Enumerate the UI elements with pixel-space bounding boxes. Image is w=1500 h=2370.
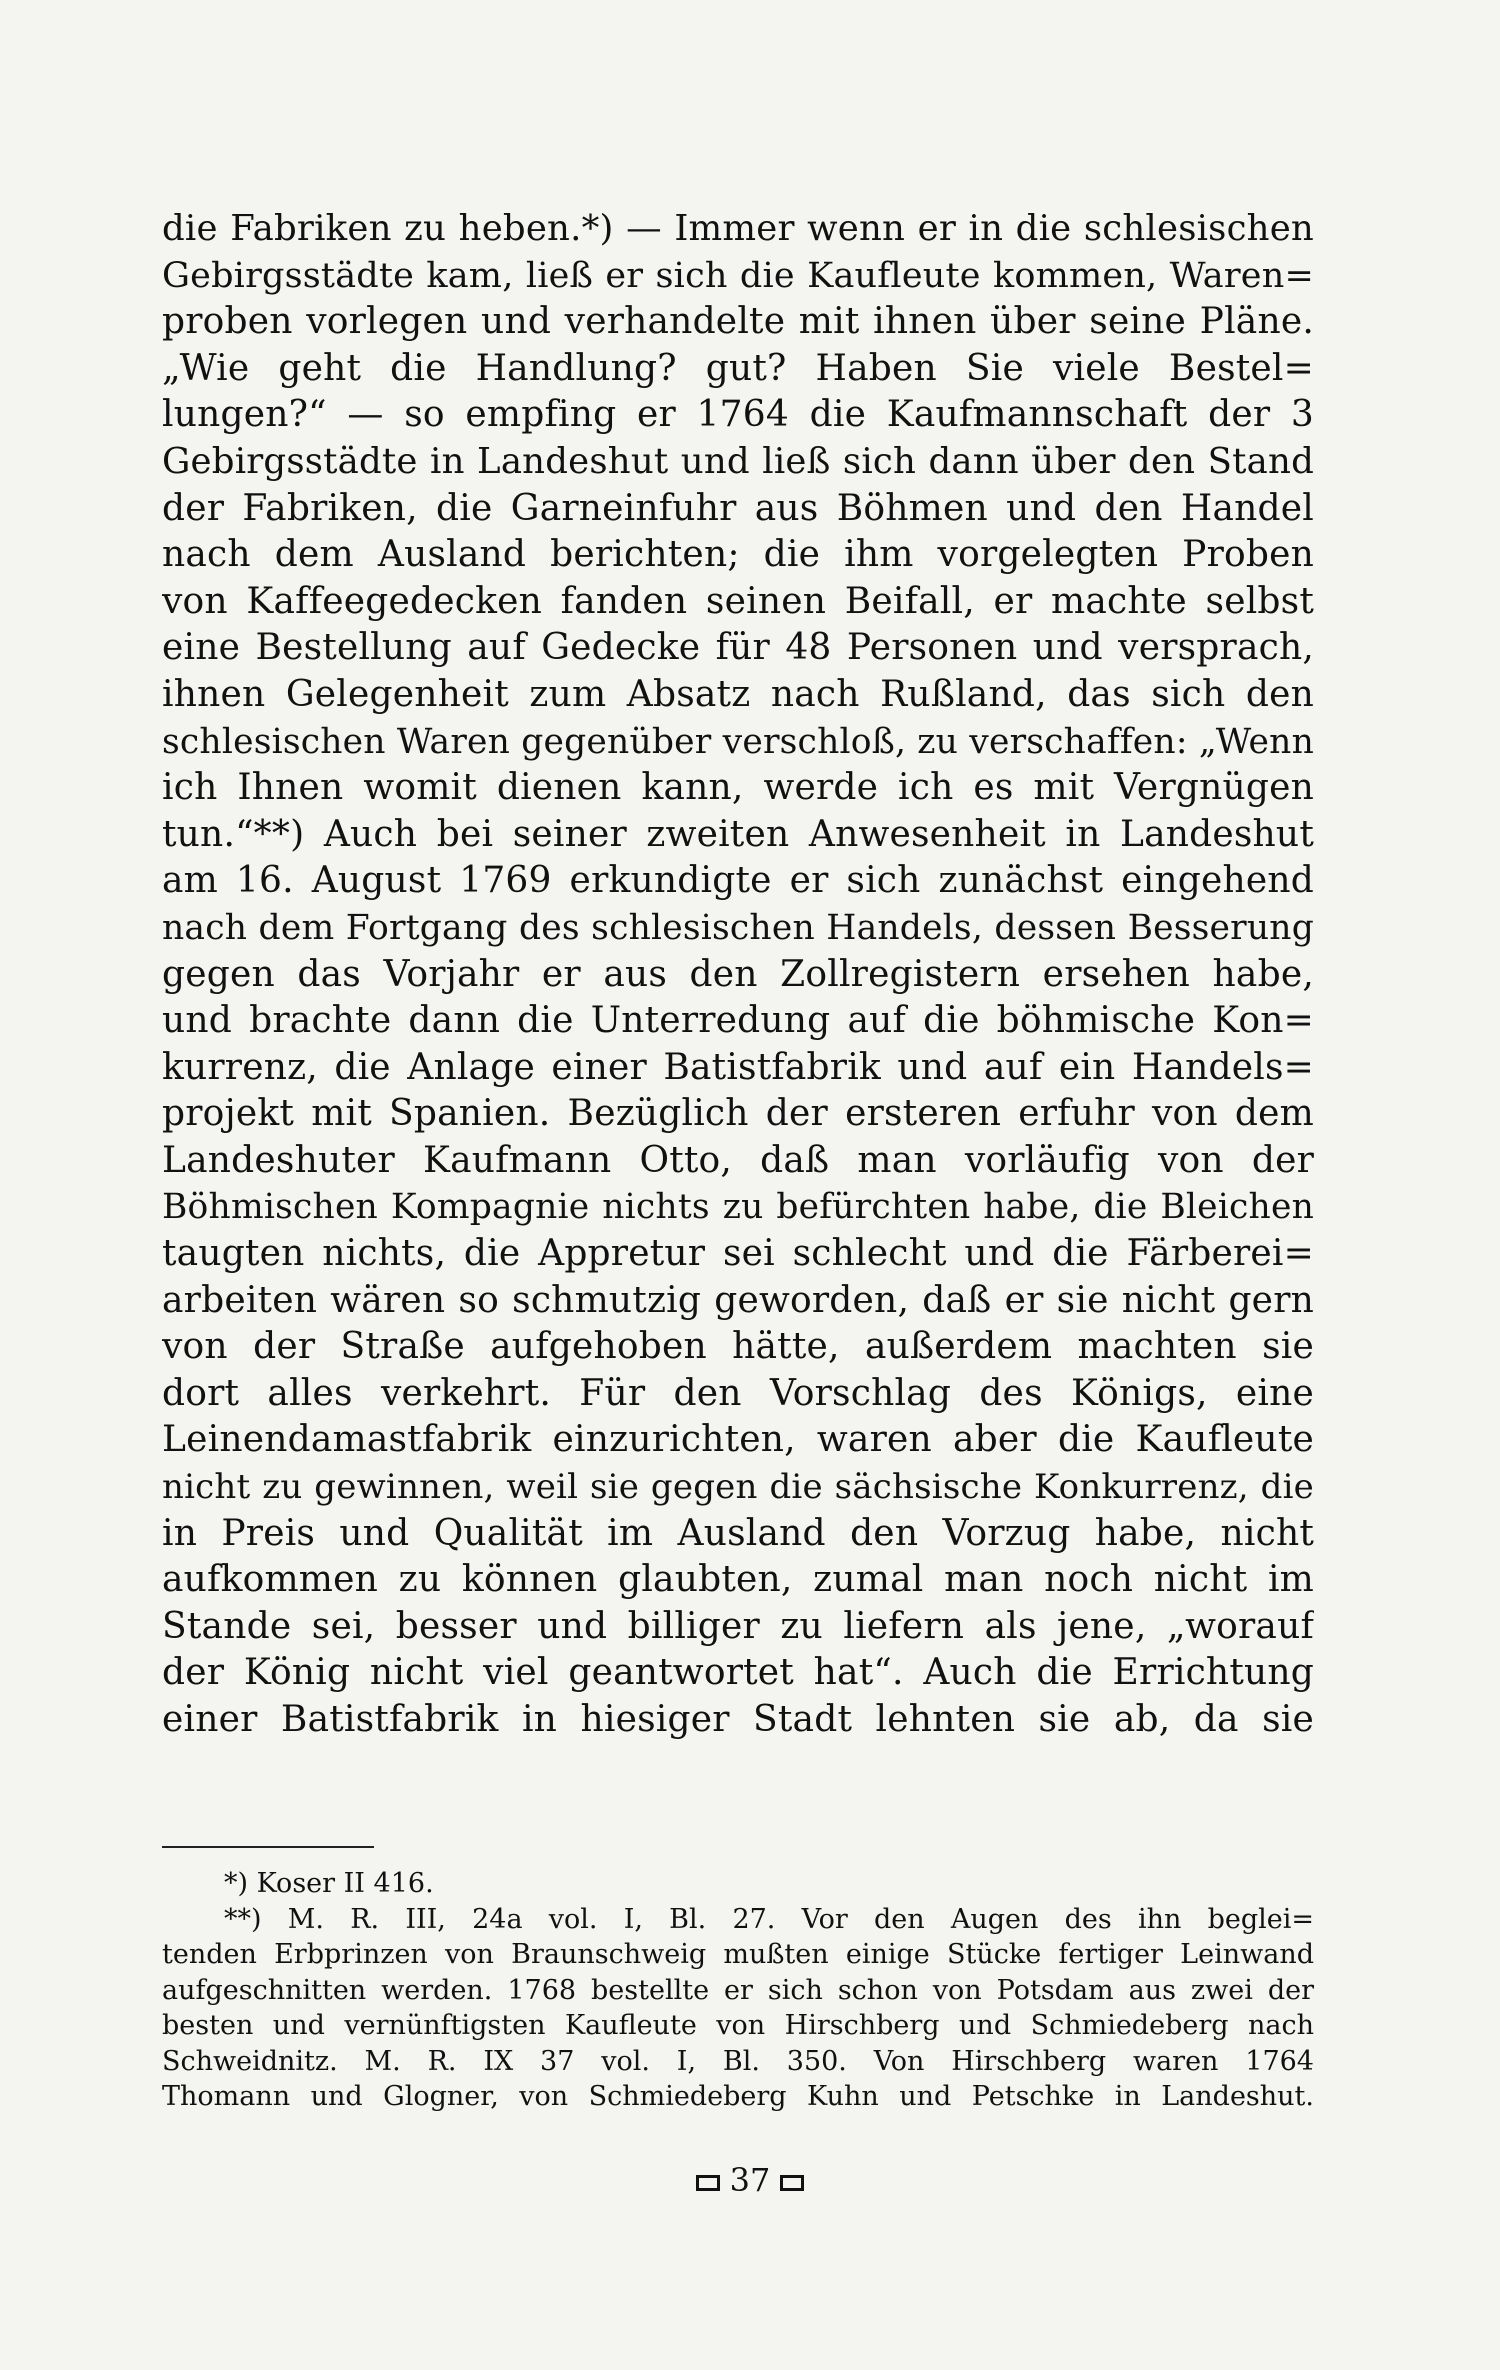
text-line: proben vorlegen und verhandelte mit ihnen über seine Pläne. [162, 301, 1314, 343]
text-line: ihnen Gelegenheit zum Absatz nach Rußland, das sich den [162, 673, 1314, 715]
text-line: dort alles verkehrt. Für den Vorschlag des Königs, eine [162, 1372, 1314, 1414]
text-line: tun.“**) Auch bei seiner zweiten Anwesenheit in Landeshut [162, 813, 1314, 855]
footnote-2-continued: tenden Erbprinzen von Braunschweig mußten einige Stücke fertiger Leinwand [162, 1939, 1314, 1970]
text-line: lungen?“ — so empfing er 1764 die Kaufmannschaft der 3 [162, 394, 1314, 436]
text-line: Gebirgsstädte in Landeshut und ließ sich dann über den Stand [162, 440, 1314, 482]
text-line: kurrenz, die Anlage einer Batistfabrik und auf ein Handels= [162, 1046, 1314, 1088]
text-line: taugten nichts, die Appretur sei schlecht und die Färberei= [162, 1233, 1314, 1275]
footnote-2: **) M. R. III, 24a vol. I, Bl. 27. Vor den Augen des ihn beglei= [224, 1903, 1314, 1935]
ornament-right-icon [780, 2175, 804, 2191]
text-line: Landeshuter Kaufmann Otto, daß man vorläufig von der [162, 1139, 1314, 1181]
text-line: und brachte dann die Unterredung auf die böhmische Kon= [162, 1000, 1314, 1042]
text-line: am 16. August 1769 erkundigte er sich zunächst eingehend [162, 860, 1314, 902]
page-footer [0, 2160, 1500, 2200]
text-line: der Fabriken, die Garneinfuhr aus Böhmen und den Handel [162, 487, 1314, 529]
text-line: nicht zu gewinnen, weil sie gegen die sächsische Konkurrenz, die [162, 1467, 1314, 1508]
text-line: in Preis und Qualität im Ausland den Vorzug habe, nicht [162, 1512, 1314, 1554]
text-line: der König nicht viel geantwortet hat“. Auch die Errichtung [162, 1652, 1314, 1694]
main-text-block [162, 206, 1314, 1744]
footnote-2-continued: Schweidnitz. M. R. IX 37 vol. I, Bl. 350. Von Hirschberg waren 1764 [162, 2045, 1314, 2077]
footnote-2-continued: besten und vernünftigsten Kaufleute von Hirschberg und Schmiedeberg nach [162, 2010, 1314, 2041]
footnote-2-continued: aufgeschnitten werden. 1768 bestellte er sich schon von Potsdam aus zwei der [162, 1974, 1314, 2006]
text-line: nach dem Fortgang des schlesischen Handels, dessen Besserung [162, 907, 1314, 948]
footnote-2-continued: Thomann und Glogner, von Schmiedeberg Kuhn und Petschke in Landeshut. [162, 2081, 1314, 2112]
text-line: die Fabriken zu heben.*) — Immer wenn er in die schlesischen [162, 208, 1314, 249]
text-line: gegen das Vorjahr er aus den Zollregistern ersehen habe, [162, 953, 1314, 995]
text-line: projekt mit Spanien. Bezüglich der ersteren erfuhr von dem [162, 1093, 1314, 1135]
text-line: schlesischen Waren gegenüber verschloß, zu verschaffen: „Wenn [162, 721, 1314, 762]
text-line: von Kaffeegedecken fanden seinen Beifall, er machte selbst [162, 580, 1314, 622]
footnote-1: *) Koser II 416. [224, 1868, 434, 1899]
text-line: Stande sei, besser und billiger zu liefern als jene, „worauf [162, 1605, 1314, 1647]
text-line: arbeiten wären so schmutzig geworden, daß er sie nicht gern [162, 1279, 1314, 1321]
ornament-left-icon [696, 2175, 720, 2191]
text-line: von der Straße aufgehoben hätte, außerdem machten sie [162, 1326, 1314, 1368]
page-number: 37 [729, 2161, 771, 2199]
text-line: „Wie geht die Handlung? gut? Haben Sie viele Bestel= [162, 347, 1314, 389]
text-line: aufkommen zu können glaubten, zumal man noch nicht im [162, 1559, 1314, 1601]
footnotes-block [162, 1866, 1314, 2115]
text-line: Leinendamastfabrik einzurichten, waren aber die Kaufleute [162, 1419, 1314, 1461]
text-line: Gebirgsstädte kam, ließ er sich die Kaufleute kommen, Waren= [162, 255, 1314, 296]
text-line: ich Ihnen womit dienen kann, werde ich es mit Vergnügen [162, 767, 1314, 809]
text-line: einer Batistfabrik in hiesiger Stadt lehnten sie ab, da sie [162, 1699, 1314, 1740]
text-line: eine Bestellung auf Gedecke für 48 Personen und versprach, [162, 627, 1314, 669]
footnote-divider [162, 1846, 374, 1848]
text-line: nach dem Ausland berichten; die ihm vorgelegten Proben [162, 534, 1314, 576]
text-line: Böhmischen Kompagnie nichts zu befürchten habe, die Bleichen [162, 1187, 1314, 1228]
